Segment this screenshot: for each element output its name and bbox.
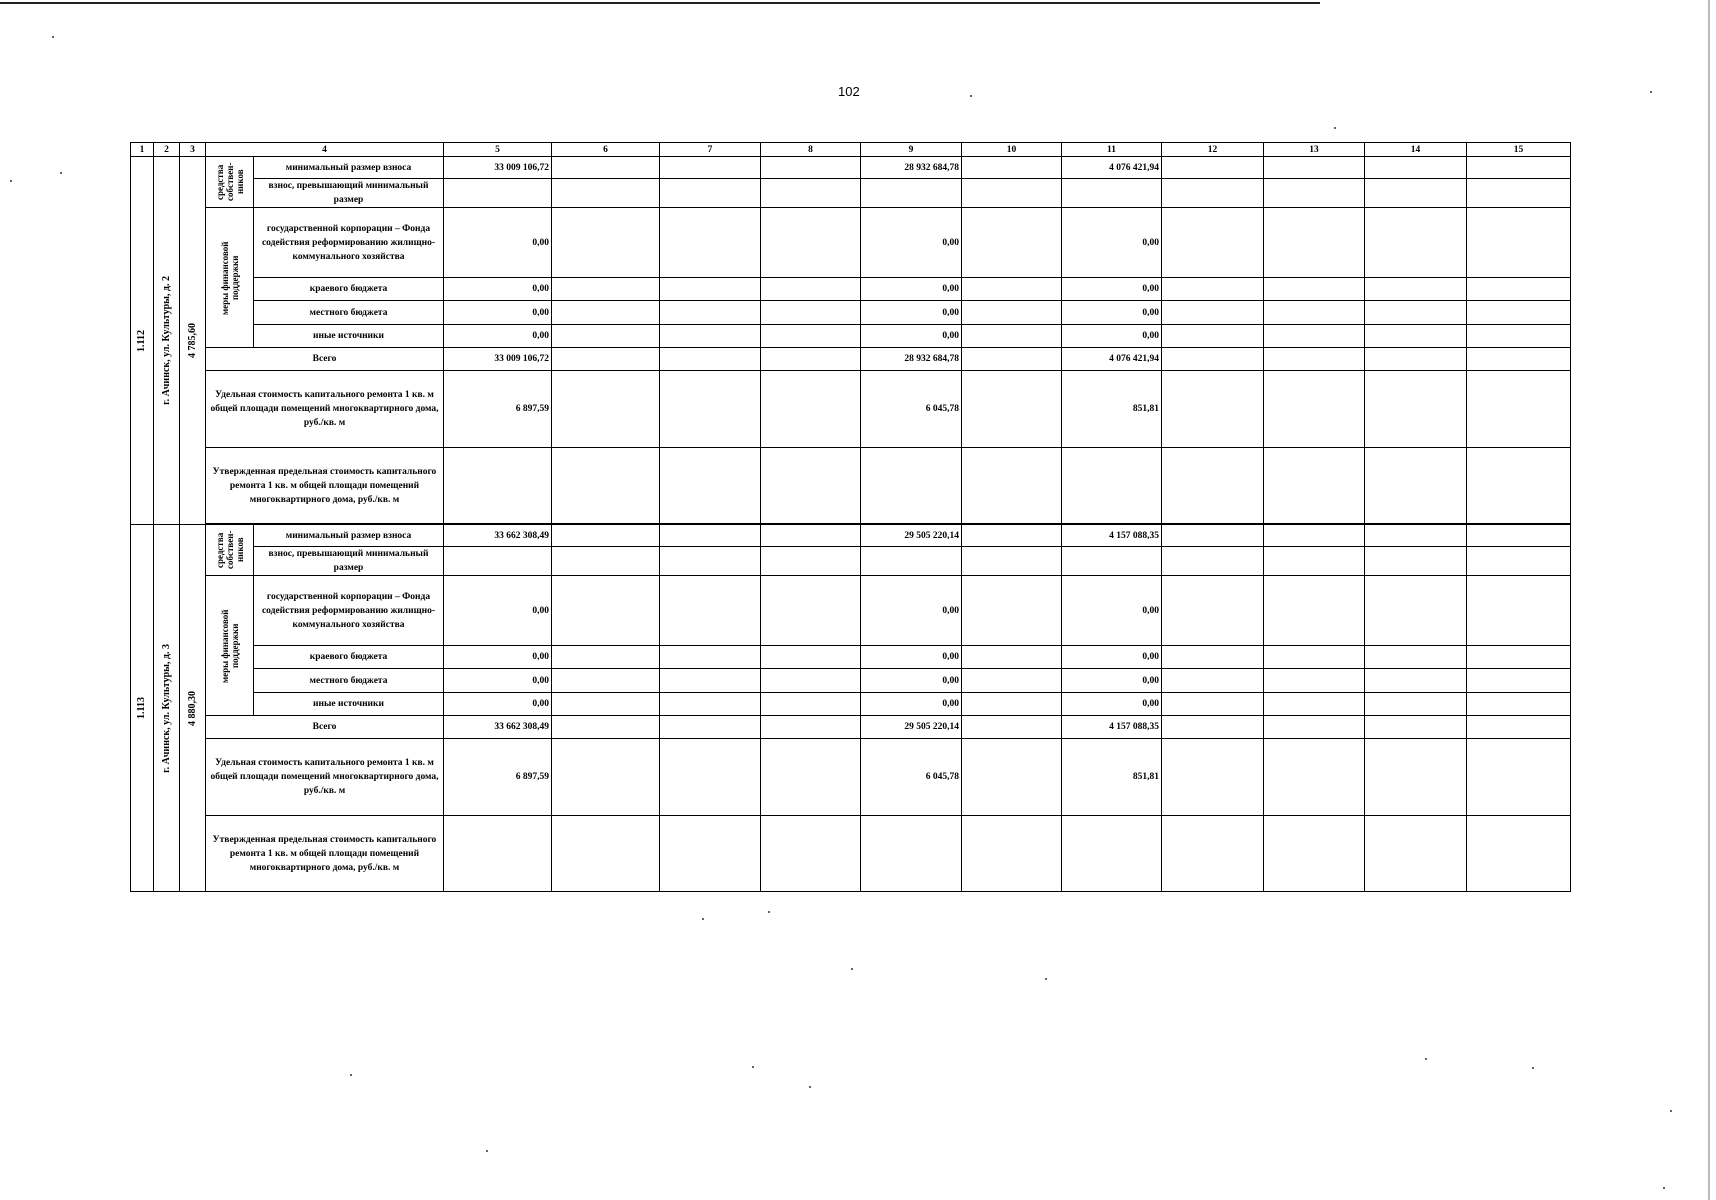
column-header: 3 — [180, 143, 206, 157]
table-row — [131, 157, 1571, 179]
table-row — [131, 739, 1571, 816]
group-owners: средства собственников — [206, 157, 254, 208]
value-cell: 0,00 — [861, 646, 962, 669]
table-row — [131, 325, 1571, 348]
table-row — [131, 179, 1571, 208]
scan-speck — [851, 968, 853, 970]
value-cell: 6 045,78 — [861, 371, 962, 448]
value-cell: 0,00 — [1062, 576, 1162, 646]
total-label: Всего — [206, 348, 444, 371]
header-row — [131, 143, 1571, 157]
column-header: 11 — [1062, 143, 1162, 157]
top-rule — [0, 2, 1320, 4]
value-cell: 29 505 220,14 — [861, 525, 962, 547]
total-cell: 4 076 421,94 — [1062, 348, 1162, 371]
table-row — [131, 371, 1571, 448]
table-row — [131, 348, 1571, 371]
capital-repair-table — [130, 142, 1571, 892]
value-cell: 0,00 — [861, 325, 962, 348]
column-header: 6 — [552, 143, 660, 157]
value-cell: 0,00 — [1062, 278, 1162, 301]
value-cell: 0,00 — [861, 278, 962, 301]
row-label: иные источники — [254, 325, 444, 348]
value-cell: 6 897,59 — [444, 371, 552, 448]
value-cell: 851,81 — [1062, 371, 1162, 448]
row-label: минимальный размер взноса — [254, 157, 444, 179]
value-cell: 28 932 684,78 — [861, 157, 962, 179]
value-cell: 0,00 — [1062, 669, 1162, 693]
scan-edge — [1708, 0, 1710, 1200]
value-cell: 0,00 — [861, 693, 962, 716]
value-cell: 33 009 106,72 — [444, 157, 552, 179]
total-cell: 33 662 308,49 — [444, 716, 552, 739]
value-cell: 0,00 — [1062, 646, 1162, 669]
area: 4 785,60 — [180, 157, 206, 525]
scan-speck — [752, 1066, 754, 1068]
column-header: 14 — [1365, 143, 1467, 157]
column-header: 7 — [660, 143, 761, 157]
value-cell: 0,00 — [861, 208, 962, 278]
row-label: Удельная стоимость капитального ремонта 1 кв. м общей площади помещений многоквартирного дома, руб./кв. м — [206, 739, 444, 816]
total-label: Всего — [206, 716, 444, 739]
row-label: Утвержденная предельная стоимость капитального ремонта 1 кв. м общей площади помещений многоквартирного дома, руб./кв. м — [206, 816, 444, 892]
column-header: 1 — [131, 143, 154, 157]
column-header: 12 — [1162, 143, 1264, 157]
value-cell: 0,00 — [444, 576, 552, 646]
row-label: местного бюджета — [254, 301, 444, 325]
row-label: Утвержденная предельная стоимость капитального ремонта 1 кв. м общей площади помещений многоквартирного дома, руб./кв. м — [206, 448, 444, 524]
value-cell: 0,00 — [1062, 693, 1162, 716]
row-label: государственной корпорации – Фонда содействия реформированию жилищно-коммунального хозяйства — [254, 576, 444, 646]
table-row — [131, 576, 1571, 646]
table-row — [131, 646, 1571, 669]
scan-speck — [1425, 1058, 1427, 1060]
row-id: 1.113 — [131, 525, 154, 892]
table-row — [131, 208, 1571, 278]
total-cell: 33 009 106,72 — [444, 348, 552, 371]
value-cell: 6 045,78 — [861, 739, 962, 816]
value-cell: 4 157 088,35 — [1062, 525, 1162, 547]
value-cell: 0,00 — [861, 576, 962, 646]
table-row — [131, 547, 1571, 576]
value-cell: 0,00 — [861, 669, 962, 693]
table-row — [131, 278, 1571, 301]
column-header: 10 — [962, 143, 1062, 157]
scan-speck — [1650, 91, 1652, 93]
scan-speck — [60, 172, 62, 174]
scan-speck — [52, 36, 54, 38]
table-row — [131, 448, 1571, 524]
scan-speck — [486, 1150, 488, 1152]
table-row — [131, 669, 1571, 693]
scan-speck — [1663, 1187, 1665, 1189]
column-header: 2 — [154, 143, 180, 157]
total-cell: 28 932 684,78 — [861, 348, 962, 371]
scan-speck — [350, 1074, 352, 1076]
value-cell: 33 662 308,49 — [444, 525, 552, 547]
column-header: 13 — [1264, 143, 1365, 157]
value-cell: 0,00 — [444, 301, 552, 325]
page-number: 102 — [838, 84, 860, 99]
table-row — [131, 716, 1571, 739]
total-cell: 4 157 088,35 — [1062, 716, 1162, 739]
group-owners: средства собственников — [206, 525, 254, 576]
scan-speck — [1045, 978, 1047, 980]
table-row — [131, 816, 1571, 892]
value-cell: 0,00 — [444, 325, 552, 348]
row-label: местного бюджета — [254, 669, 444, 693]
value-cell: 6 897,59 — [444, 739, 552, 816]
value-cell: 0,00 — [1062, 325, 1162, 348]
row-label: государственной корпорации – Фонда содействия реформированию жилищно-коммунального хозяйства — [254, 208, 444, 278]
group-support: меры финансовой поддержки — [206, 576, 254, 716]
row-label: минимальный размер взноса — [254, 525, 444, 547]
row-label: Удельная стоимость капитального ремонта 1 кв. м общей площади помещений многоквартирного дома, руб./кв. м — [206, 371, 444, 448]
value-cell: 4 076 421,94 — [1062, 157, 1162, 179]
row-label: иные источники — [254, 693, 444, 716]
value-cell: 0,00 — [444, 646, 552, 669]
column-header: 4 — [206, 143, 444, 157]
scan-speck — [702, 918, 704, 920]
address: г. Ачинск, ул. Культуры, д. 2 — [154, 157, 180, 525]
scan-speck — [1334, 127, 1336, 129]
row-label: взнос, превышающий минимальный размер — [254, 179, 444, 208]
address: г. Ачинск, ул. Культуры, д. 3 — [154, 525, 180, 892]
table-row — [131, 301, 1571, 325]
value-cell: 0,00 — [1062, 301, 1162, 325]
value-cell: 0,00 — [1062, 208, 1162, 278]
table-row — [131, 693, 1571, 716]
value-cell: 0,00 — [444, 278, 552, 301]
column-header: 5 — [444, 143, 552, 157]
scan-speck — [970, 95, 972, 97]
scan-speck — [809, 1086, 811, 1088]
value-cell: 0,00 — [861, 301, 962, 325]
scan-speck — [768, 911, 770, 913]
value-cell: 851,81 — [1062, 739, 1162, 816]
row-label: краевого бюджета — [254, 646, 444, 669]
group-support: меры финансовой поддержки — [206, 208, 254, 348]
value-cell: 0,00 — [444, 693, 552, 716]
value-cell: 0,00 — [444, 669, 552, 693]
column-header: 15 — [1467, 143, 1571, 157]
row-id: 1.112 — [131, 157, 154, 525]
total-cell: 29 505 220,14 — [861, 716, 962, 739]
value-cell: 0,00 — [444, 208, 552, 278]
row-label: взнос, превышающий минимальный размер — [254, 547, 444, 576]
row-label: краевого бюджета — [254, 278, 444, 301]
table-row — [131, 525, 1571, 547]
column-header: 8 — [761, 143, 861, 157]
scan-speck — [1670, 1110, 1672, 1112]
scan-speck — [10, 180, 12, 182]
column-header: 9 — [861, 143, 962, 157]
area: 4 880,30 — [180, 525, 206, 892]
scan-speck — [1532, 1067, 1534, 1069]
